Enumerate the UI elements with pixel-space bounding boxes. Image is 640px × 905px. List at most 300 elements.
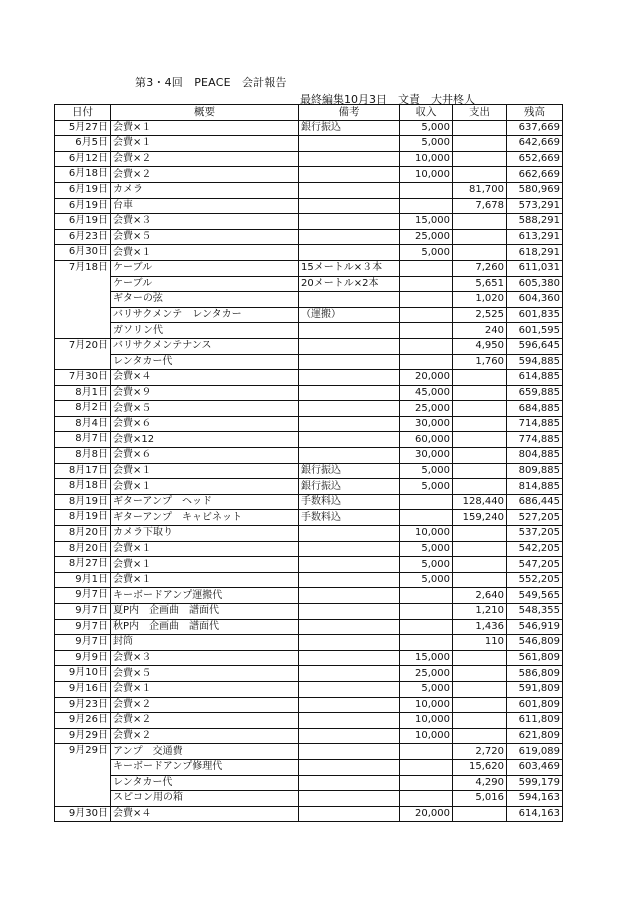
cell-description: カメラ下取り <box>111 526 299 542</box>
cell-balance: 637,669 <box>507 120 563 136</box>
cell-income <box>400 338 453 354</box>
table-row <box>55 151 563 167</box>
header-date: 日付 <box>55 105 111 121</box>
cell-date: 8月20日 <box>55 526 111 542</box>
cell-income: 5,000 <box>400 681 453 697</box>
cell-income: 30,000 <box>400 448 453 464</box>
cell-date: 6月19日 <box>55 214 111 230</box>
cell-date: 8月27日 <box>55 557 111 573</box>
cell-date: 8月8日 <box>55 448 111 464</box>
cell-note <box>299 354 400 370</box>
cell-balance: 604,360 <box>507 292 563 308</box>
table-row <box>55 245 563 261</box>
cell-balance: 804,885 <box>507 448 563 464</box>
cell-income: 10,000 <box>400 713 453 729</box>
cell-balance: 594,163 <box>507 791 563 807</box>
cell-balance: 652,669 <box>507 151 563 167</box>
cell-expense <box>453 385 507 401</box>
cell-date: 8月1日 <box>55 385 111 401</box>
cell-note <box>299 151 400 167</box>
cell-expense <box>453 697 507 713</box>
cell-balance: 614,163 <box>507 806 563 822</box>
cell-expense <box>453 713 507 729</box>
cell-income: 25,000 <box>400 401 453 417</box>
table-row <box>55 416 563 432</box>
table-row <box>55 167 563 183</box>
cell-note: 銀行振込 <box>299 120 400 136</box>
cell-expense: 7,260 <box>453 260 507 276</box>
table-row <box>55 276 563 292</box>
cell-balance: 619,089 <box>507 744 563 760</box>
cell-income <box>400 276 453 292</box>
cell-note <box>299 432 400 448</box>
cell-note <box>299 338 400 354</box>
cell-date: 8月4日 <box>55 416 111 432</box>
cell-expense <box>453 120 507 136</box>
cell-balance: 546,919 <box>507 619 563 635</box>
table-row <box>55 229 563 245</box>
cell-description: 会費×１ <box>111 479 299 495</box>
cell-balance: 684,885 <box>507 401 563 417</box>
cell-description: 夏P内 企画曲 譜面代 <box>111 604 299 620</box>
cell-income: 5,000 <box>400 479 453 495</box>
cell-expense: 4,290 <box>453 775 507 791</box>
cell-note <box>299 650 400 666</box>
cell-note <box>299 416 400 432</box>
table-row <box>55 510 563 526</box>
cell-balance: 552,205 <box>507 572 563 588</box>
table-row <box>55 666 563 682</box>
cell-expense <box>453 401 507 417</box>
cell-date: 9月29日 <box>55 728 111 744</box>
cell-description: アンプ 交通費 <box>111 744 299 760</box>
cell-income <box>400 510 453 526</box>
cell-income: 25,000 <box>400 229 453 245</box>
cell-note <box>299 323 400 339</box>
cell-income <box>400 307 453 323</box>
cell-expense <box>453 245 507 261</box>
cell-description: 会費×５ <box>111 401 299 417</box>
table-row <box>55 713 563 729</box>
cell-note <box>299 619 400 635</box>
table-row <box>55 806 563 822</box>
cell-note: 銀行振込 <box>299 463 400 479</box>
table-row <box>55 323 563 339</box>
ledger-table <box>54 104 563 822</box>
cell-balance: 809,885 <box>507 463 563 479</box>
cell-expense: 1,020 <box>453 292 507 308</box>
cell-balance: 599,179 <box>507 775 563 791</box>
table-row <box>55 214 563 230</box>
cell-description: キーボードアンプ修理代 <box>111 759 299 775</box>
cell-note: 銀行振込 <box>299 479 400 495</box>
cell-income: 10,000 <box>400 697 453 713</box>
cell-date: 8月19日 <box>55 510 111 526</box>
cell-date: 9月7日 <box>55 588 111 604</box>
table-row <box>55 136 563 152</box>
cell-description: 会費×１ <box>111 120 299 136</box>
cell-description: バリサクメンテナンス <box>111 338 299 354</box>
table-row <box>55 697 563 713</box>
cell-note <box>299 214 400 230</box>
table-row <box>55 541 563 557</box>
cell-date: 6月12日 <box>55 151 111 167</box>
cell-date: 6月19日 <box>55 198 111 214</box>
cell-income: 5,000 <box>400 557 453 573</box>
cell-balance: 588,291 <box>507 214 563 230</box>
cell-balance: 586,809 <box>507 666 563 682</box>
table-row <box>55 385 563 401</box>
cell-expense: 1,210 <box>453 604 507 620</box>
cell-description: ケーブル <box>111 276 299 292</box>
cell-balance: 618,291 <box>507 245 563 261</box>
cell-income: 25,000 <box>400 666 453 682</box>
cell-description: 会費×５ <box>111 666 299 682</box>
cell-expense: 159,240 <box>453 510 507 526</box>
cell-description: 会費×２ <box>111 167 299 183</box>
cell-income: 15,000 <box>400 214 453 230</box>
cell-income <box>400 354 453 370</box>
cell-income <box>400 494 453 510</box>
cell-date: 9月26日 <box>55 713 111 729</box>
cell-date: 5月27日 <box>55 120 111 136</box>
cell-description: 会費×３ <box>111 650 299 666</box>
cell-balance: 613,291 <box>507 229 563 245</box>
cell-income: 20,000 <box>400 370 453 386</box>
table-row <box>55 120 563 136</box>
cell-date: 9月23日 <box>55 697 111 713</box>
cell-income <box>400 292 453 308</box>
cell-description: 会費×６ <box>111 416 299 432</box>
cell-date: 8月7日 <box>55 432 111 448</box>
cell-income <box>400 775 453 791</box>
cell-income <box>400 260 453 276</box>
cell-income <box>400 323 453 339</box>
cell-income: 5,000 <box>400 463 453 479</box>
cell-balance: 546,809 <box>507 635 563 651</box>
cell-note <box>299 604 400 620</box>
cell-note <box>299 775 400 791</box>
cell-description: 会費×５ <box>111 229 299 245</box>
cell-date: 6月30日 <box>55 245 111 261</box>
cell-balance: 542,205 <box>507 541 563 557</box>
document-title: 第3・4回 PEACE 会計報告 <box>135 76 287 89</box>
cell-expense: 81,700 <box>453 182 507 198</box>
cell-note <box>299 526 400 542</box>
table-row <box>55 432 563 448</box>
cell-date: 6月18日 <box>55 167 111 183</box>
cell-balance: 642,669 <box>507 136 563 152</box>
cell-note <box>299 370 400 386</box>
cell-date: 8月19日 <box>55 494 111 510</box>
cell-balance: 611,809 <box>507 713 563 729</box>
cell-income: 45,000 <box>400 385 453 401</box>
cell-description: 会費×２ <box>111 713 299 729</box>
cell-date: 9月7日 <box>55 635 111 651</box>
cell-description: 会費×３ <box>111 214 299 230</box>
cell-description: 会費×１ <box>111 136 299 152</box>
cell-balance: 580,969 <box>507 182 563 198</box>
cell-description: 会費×６ <box>111 448 299 464</box>
cell-note <box>299 448 400 464</box>
cell-income: 5,000 <box>400 572 453 588</box>
table-row <box>55 650 563 666</box>
cell-income: 10,000 <box>400 526 453 542</box>
cell-date: 8月20日 <box>55 541 111 557</box>
cell-description: ケーブル <box>111 260 299 276</box>
table-header-row <box>55 105 563 121</box>
cell-note <box>299 572 400 588</box>
cell-income <box>400 744 453 760</box>
document-subtitle: 最終編集10月3日 文責 大井柊人 <box>300 93 475 106</box>
table-row <box>55 557 563 573</box>
cell-expense: 110 <box>453 635 507 651</box>
cell-description: 会費×１ <box>111 463 299 479</box>
cell-description: 台車 <box>111 198 299 214</box>
cell-balance: 547,205 <box>507 557 563 573</box>
ledger-body <box>55 120 563 822</box>
cell-expense <box>453 650 507 666</box>
cell-note <box>299 245 400 261</box>
table-row <box>55 448 563 464</box>
cell-description: 会費×１ <box>111 541 299 557</box>
cell-note <box>299 697 400 713</box>
table-row <box>55 635 563 651</box>
table-row <box>55 588 563 604</box>
cell-description: 秋P内 企画曲 譜面代 <box>111 619 299 635</box>
table-row <box>55 479 563 495</box>
cell-income: 10,000 <box>400 728 453 744</box>
cell-income: 5,000 <box>400 120 453 136</box>
cell-date: 6月5日 <box>55 136 111 152</box>
cell-expense: 5,016 <box>453 791 507 807</box>
cell-note <box>299 229 400 245</box>
cell-description: カメラ <box>111 182 299 198</box>
cell-expense <box>453 526 507 542</box>
cell-income <box>400 198 453 214</box>
cell-note: 手数料込 <box>299 494 400 510</box>
cell-description: 会費×２ <box>111 151 299 167</box>
cell-expense <box>453 432 507 448</box>
cell-expense <box>453 151 507 167</box>
table-row <box>55 370 563 386</box>
cell-description: 会費×１ <box>111 557 299 573</box>
cell-description: ギターアンプ キャビネット <box>111 510 299 526</box>
table-row <box>55 572 563 588</box>
cell-note <box>299 292 400 308</box>
cell-income <box>400 588 453 604</box>
cell-date: 7月20日 <box>55 338 111 369</box>
cell-expense <box>453 806 507 822</box>
cell-note <box>299 541 400 557</box>
cell-expense <box>453 557 507 573</box>
cell-expense: 2,640 <box>453 588 507 604</box>
cell-description: 会費×２ <box>111 728 299 744</box>
cell-description: レンタカー代 <box>111 775 299 791</box>
cell-expense: 4,950 <box>453 338 507 354</box>
cell-expense: 7,678 <box>453 198 507 214</box>
cell-balance: 686,445 <box>507 494 563 510</box>
cell-description: 会費×１ <box>111 245 299 261</box>
cell-expense <box>453 681 507 697</box>
cell-income: 30,000 <box>400 416 453 432</box>
cell-income: 20,000 <box>400 806 453 822</box>
cell-balance: 549,565 <box>507 588 563 604</box>
cell-expense <box>453 572 507 588</box>
cell-expense <box>453 666 507 682</box>
table-row <box>55 791 563 807</box>
cell-description: ギターアンプ ヘッド <box>111 494 299 510</box>
cell-date: 6月19日 <box>55 182 111 198</box>
cell-balance: 659,885 <box>507 385 563 401</box>
cell-balance: 774,885 <box>507 432 563 448</box>
cell-description: レンタカー代 <box>111 354 299 370</box>
cell-description: ギターの弦 <box>111 292 299 308</box>
cell-balance: 662,669 <box>507 167 563 183</box>
cell-expense: 2,525 <box>453 307 507 323</box>
cell-income: 5,000 <box>400 245 453 261</box>
cell-expense <box>453 136 507 152</box>
table-row <box>55 354 563 370</box>
header-balance: 残高 <box>507 105 563 121</box>
cell-balance: 601,809 <box>507 697 563 713</box>
cell-date: 9月7日 <box>55 619 111 635</box>
cell-expense <box>453 416 507 432</box>
cell-description: 会費×４ <box>111 806 299 822</box>
cell-income: 15,000 <box>400 650 453 666</box>
table-row <box>55 338 563 354</box>
table-row <box>55 604 563 620</box>
cell-description: 封筒 <box>111 635 299 651</box>
cell-date: 9月10日 <box>55 666 111 682</box>
cell-date: 9月1日 <box>55 572 111 588</box>
cell-expense <box>453 448 507 464</box>
cell-income <box>400 619 453 635</box>
cell-note <box>299 401 400 417</box>
cell-date: 9月9日 <box>55 650 111 666</box>
cell-balance: 603,469 <box>507 759 563 775</box>
header-note: 備考 <box>299 105 400 121</box>
cell-date: 7月30日 <box>55 370 111 386</box>
table-row <box>55 401 563 417</box>
cell-description: 会費×１ <box>111 572 299 588</box>
cell-income: 5,000 <box>400 136 453 152</box>
cell-note <box>299 713 400 729</box>
cell-balance: 814,885 <box>507 479 563 495</box>
table-row <box>55 307 563 323</box>
header-expense: 支出 <box>453 105 507 121</box>
cell-balance: 621,809 <box>507 728 563 744</box>
cell-expense <box>453 541 507 557</box>
cell-expense: 1,760 <box>453 354 507 370</box>
cell-income <box>400 791 453 807</box>
table-row <box>55 744 563 760</box>
cell-balance: 573,291 <box>507 198 563 214</box>
cell-date: 8月18日 <box>55 479 111 495</box>
table-row <box>55 681 563 697</box>
cell-expense <box>453 370 507 386</box>
cell-note <box>299 182 400 198</box>
cell-income <box>400 604 453 620</box>
header-description: 概要 <box>111 105 299 121</box>
cell-income <box>400 182 453 198</box>
cell-date: 9月29日 <box>55 744 111 806</box>
cell-expense: 240 <box>453 323 507 339</box>
cell-expense: 5,651 <box>453 276 507 292</box>
table-row <box>55 526 563 542</box>
cell-expense: 128,440 <box>453 494 507 510</box>
table-row <box>55 619 563 635</box>
cell-description: ガソリン代 <box>111 323 299 339</box>
cell-note <box>299 167 400 183</box>
cell-expense: 15,620 <box>453 759 507 775</box>
cell-income: 10,000 <box>400 151 453 167</box>
table-row <box>55 728 563 744</box>
cell-balance: 594,885 <box>507 354 563 370</box>
cell-description: キーボードアンプ運搬代 <box>111 588 299 604</box>
cell-date: 8月17日 <box>55 463 111 479</box>
cell-note: （運搬） <box>299 307 400 323</box>
cell-note <box>299 588 400 604</box>
cell-income: 60,000 <box>400 432 453 448</box>
cell-date: 6月23日 <box>55 229 111 245</box>
table-row <box>55 182 563 198</box>
cell-expense <box>453 463 507 479</box>
cell-balance: 591,809 <box>507 681 563 697</box>
cell-income: 10,000 <box>400 167 453 183</box>
table-row <box>55 463 563 479</box>
cell-expense <box>453 229 507 245</box>
table-row <box>55 260 563 276</box>
table-row <box>55 494 563 510</box>
cell-note: 手数料込 <box>299 510 400 526</box>
cell-balance: 548,355 <box>507 604 563 620</box>
cell-balance: 614,885 <box>507 370 563 386</box>
cell-balance: 605,380 <box>507 276 563 292</box>
cell-note <box>299 759 400 775</box>
cell-balance: 537,205 <box>507 526 563 542</box>
cell-description: 会費×９ <box>111 385 299 401</box>
cell-balance: 596,645 <box>507 338 563 354</box>
cell-expense <box>453 479 507 495</box>
cell-expense <box>453 728 507 744</box>
cell-expense <box>453 167 507 183</box>
table-row <box>55 292 563 308</box>
cell-note <box>299 666 400 682</box>
cell-note <box>299 744 400 760</box>
cell-description: バリサクメンテ レンタカー <box>111 307 299 323</box>
cell-note <box>299 806 400 822</box>
cell-date: 9月30日 <box>55 806 111 822</box>
cell-note <box>299 557 400 573</box>
cell-date: 8月2日 <box>55 401 111 417</box>
cell-note: 15メートル×３本 <box>299 260 400 276</box>
cell-note: 20メートル×2本 <box>299 276 400 292</box>
cell-balance: 601,595 <box>507 323 563 339</box>
cell-description: スピコン用の箱 <box>111 791 299 807</box>
cell-description: 会費×12 <box>111 432 299 448</box>
cell-balance: 527,205 <box>507 510 563 526</box>
cell-date: 9月7日 <box>55 604 111 620</box>
cell-note <box>299 198 400 214</box>
cell-income <box>400 635 453 651</box>
cell-date: 7月18日 <box>55 260 111 338</box>
cell-note <box>299 728 400 744</box>
table-row <box>55 759 563 775</box>
cell-balance: 714,885 <box>507 416 563 432</box>
cell-note <box>299 681 400 697</box>
cell-description: 会費×４ <box>111 370 299 386</box>
